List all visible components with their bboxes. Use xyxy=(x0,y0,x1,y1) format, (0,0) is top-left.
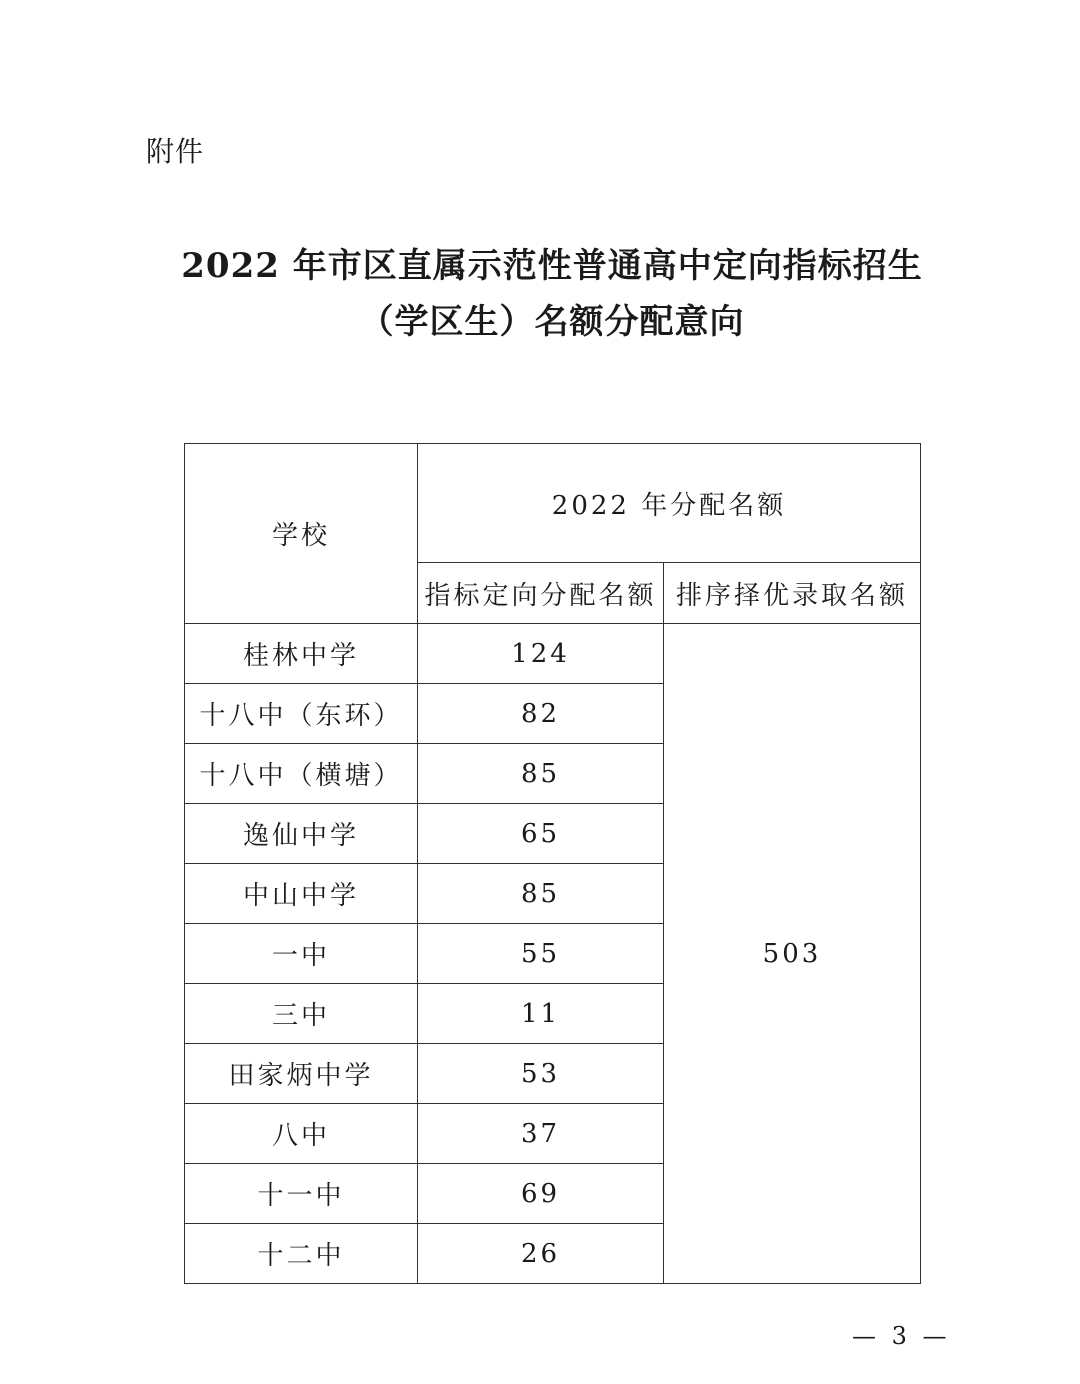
table-header-row xyxy=(185,444,921,563)
quota-table xyxy=(184,443,921,1284)
table-row xyxy=(185,624,921,684)
directed-quota-cell: 11 xyxy=(418,984,664,1044)
title-line-2: （学区生）名额分配意向 xyxy=(359,302,745,342)
title-line-1: 2022 年市区直属示范性普通高中定向指标招生 xyxy=(181,246,923,286)
document-title xyxy=(0,238,1080,350)
directed-quota-cell: 85 xyxy=(418,864,664,924)
ranked-quota-cell: 503 xyxy=(664,624,921,1284)
header-school: 学校 xyxy=(185,444,418,624)
school-cell: 十八中（横塘） xyxy=(185,744,418,804)
school-cell: 十一中 xyxy=(185,1164,418,1224)
directed-quota-cell: 53 xyxy=(418,1044,664,1104)
directed-quota-cell: 37 xyxy=(418,1104,664,1164)
school-cell: 三中 xyxy=(185,984,418,1044)
school-cell: 一中 xyxy=(185,924,418,984)
directed-quota-cell: 26 xyxy=(418,1224,664,1284)
school-cell: 八中 xyxy=(185,1104,418,1164)
directed-quota-cell: 69 xyxy=(418,1164,664,1224)
directed-quota-cell: 55 xyxy=(418,924,664,984)
school-cell: 十二中 xyxy=(185,1224,418,1284)
school-cell: 逸仙中学 xyxy=(185,804,418,864)
directed-quota-cell: 65 xyxy=(418,804,664,864)
school-cell: 桂林中学 xyxy=(185,624,418,684)
header-group: 2022 年分配名额 xyxy=(418,444,921,563)
school-cell: 田家炳中学 xyxy=(185,1044,418,1104)
attachment-label: 附件 xyxy=(146,135,205,168)
school-cell: 十八中（东环） xyxy=(185,684,418,744)
header-ranked: 排序择优录取名额 xyxy=(664,563,921,624)
school-cell: 中山中学 xyxy=(185,864,418,924)
page-number: — 3 — xyxy=(852,1322,951,1350)
directed-quota-cell: 85 xyxy=(418,744,664,804)
directed-quota-cell: 82 xyxy=(418,684,664,744)
directed-quota-cell: 124 xyxy=(418,624,664,684)
header-directed: 指标定向分配名额 xyxy=(418,563,664,624)
